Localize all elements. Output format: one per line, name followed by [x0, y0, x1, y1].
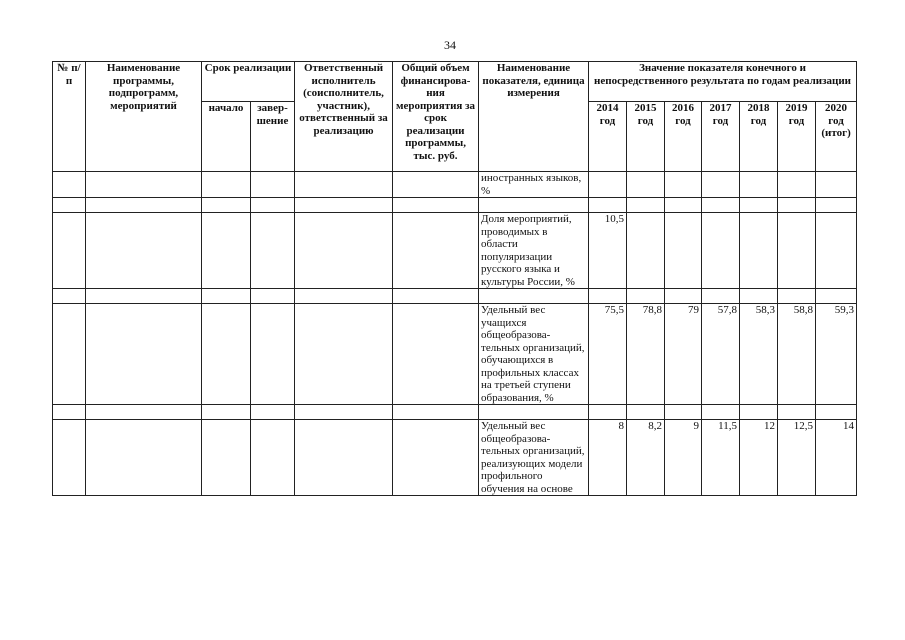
value-cell: 12 [740, 420, 778, 496]
value-cell: 59,3 [816, 304, 857, 405]
indicator-cell: иностранных языков, % [479, 172, 589, 198]
value-cell: 9 [665, 420, 702, 496]
value-cell: 8 [589, 420, 627, 496]
header-year-2014: 2014 год [589, 102, 627, 172]
value-cell [816, 172, 857, 198]
value-cell [627, 213, 665, 289]
value-cell [589, 172, 627, 198]
header-term-start: начало [202, 102, 251, 172]
table-row [53, 420, 857, 496]
value-cell: 58,3 [740, 304, 778, 405]
header-year-2018: 2018 год [740, 102, 778, 172]
header-year-2017: 2017 год [702, 102, 740, 172]
indicator-cell: Удельный вес общеобразова-тельных организаций, реализующих модели профильного обучения на основе [479, 420, 589, 496]
indicator-cell: Удельный вес учащихся общеобразова-тельных организаций, обучающихся в профильных классах на третьей ступени образования, % [479, 304, 589, 405]
value-cell: 10,5 [589, 213, 627, 289]
header-values-group: Значение показателя конечного и непосредственного результата по годам реализации [589, 62, 857, 102]
value-cell: 11,5 [702, 420, 740, 496]
header-term-end: завер-шение [251, 102, 295, 172]
header-indicator: Наименование показателя, единица измерения [479, 62, 589, 172]
header-year-2019: 2019 год [778, 102, 816, 172]
table-row [53, 172, 857, 198]
value-cell: 14 [816, 420, 857, 496]
value-cell [627, 172, 665, 198]
value-cell [816, 213, 857, 289]
value-cell [740, 172, 778, 198]
value-cell: 8,2 [627, 420, 665, 496]
program-table [52, 61, 857, 496]
header-name: Наименование программы, подпрограмм, мероприятий [86, 62, 202, 172]
header-financing: Общий объем финансирова-ния мероприятия за срок реализации программы, тыс. руб. [393, 62, 479, 172]
header-term: Срок реализации [202, 62, 295, 102]
value-cell [702, 213, 740, 289]
page-number: 34 [444, 38, 456, 52]
value-cell: 12,5 [778, 420, 816, 496]
value-cell: 78,8 [627, 304, 665, 405]
value-cell: 58,8 [778, 304, 816, 405]
table-row [53, 213, 857, 289]
value-cell: 57,8 [702, 304, 740, 405]
value-cell [778, 213, 816, 289]
table-row [53, 304, 857, 405]
header-year-2016: 2016 год [665, 102, 702, 172]
value-cell: 75,5 [589, 304, 627, 405]
header-year-2015: 2015 год [627, 102, 665, 172]
header-num: № п/п [53, 62, 86, 172]
value-cell [665, 172, 702, 198]
header-year-2020: 2020 год (итог) [816, 102, 857, 172]
value-cell [778, 172, 816, 198]
value-cell [665, 213, 702, 289]
header-responsible: Ответственный исполнитель (соисполнитель, участник), ответственный за реализацию [295, 62, 393, 172]
value-cell [740, 213, 778, 289]
indicator-cell: Доля мероприятий, проводимых в области популяризации русского языка и культуры России, % [479, 213, 589, 289]
value-cell: 79 [665, 304, 702, 405]
value-cell [702, 172, 740, 198]
